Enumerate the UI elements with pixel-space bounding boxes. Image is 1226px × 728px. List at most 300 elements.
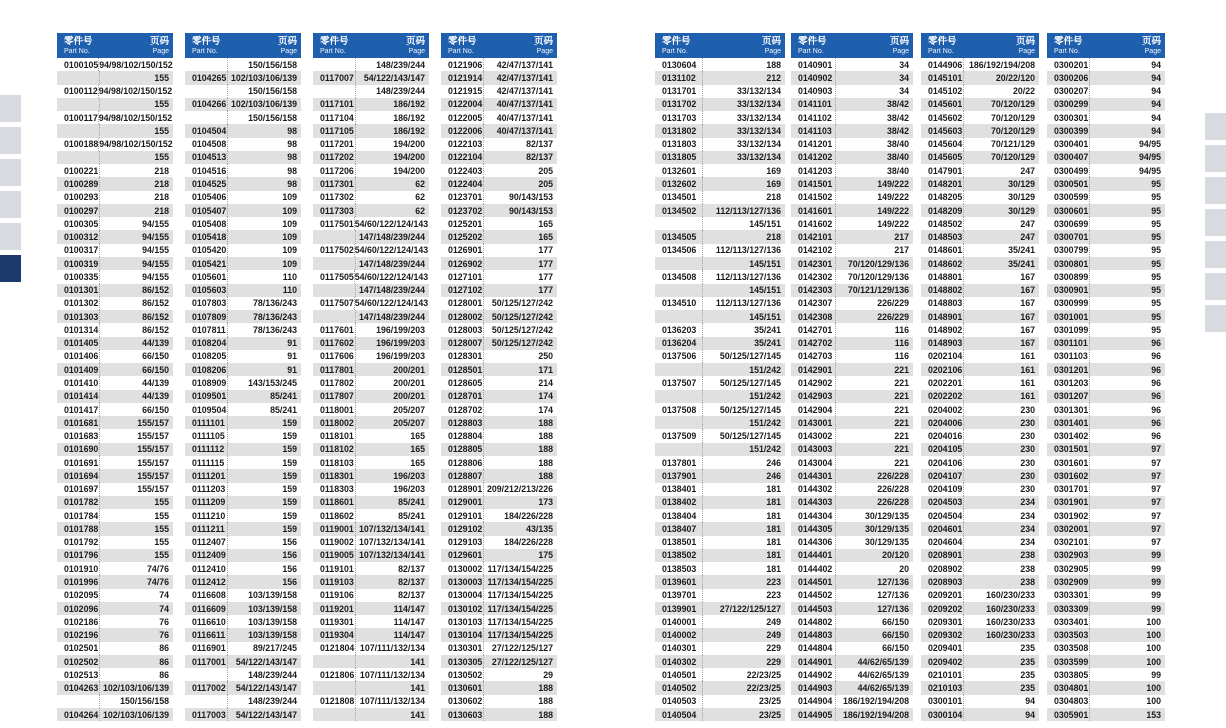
part-no-cell: 0304801 — [1054, 683, 1089, 694]
table-row — [655, 257, 785, 270]
page-cell: 177 — [483, 284, 557, 297]
part-no-cell: 0128501 — [448, 364, 483, 375]
part-no-cell: 0148502 — [928, 218, 963, 229]
page-cell: 94/155 — [99, 270, 173, 283]
part-no-header — [798, 36, 827, 56]
page-cell: 221 — [835, 363, 913, 376]
part-no-cell: 0111210 — [192, 510, 226, 521]
part-no-cell: 0129101 — [448, 510, 483, 521]
page-cell: 95 — [1089, 284, 1165, 297]
table-row — [1047, 628, 1165, 641]
page-cell: 100 — [1089, 695, 1165, 708]
table-row — [791, 323, 913, 336]
part-no-cell: 0117505 — [320, 271, 354, 282]
page-cell: 145/151 — [702, 310, 785, 323]
part-no-cell: 0137508 — [662, 404, 697, 415]
page-cell: 95 — [1089, 230, 1165, 243]
table-row — [441, 575, 557, 588]
column-rows — [441, 58, 557, 721]
page-cell: 109 — [227, 217, 301, 230]
part-no-cell: 0141202 — [798, 152, 833, 163]
part-no-cell: 0143003 — [798, 444, 833, 455]
table-row — [655, 522, 785, 535]
page-cell: 50/125/127/242 — [483, 310, 557, 323]
table-row — [185, 695, 301, 708]
page-cell: 205/207 — [355, 416, 429, 429]
page-cell: 112/113/127/136 — [702, 204, 785, 217]
table-row — [1047, 469, 1165, 482]
part-no-cell: 0131703 — [662, 112, 697, 123]
table-row — [441, 628, 557, 641]
table-row — [57, 390, 173, 403]
part-no-cell: 0301402 — [1054, 431, 1089, 442]
page-cell: 181 — [702, 536, 785, 549]
part-no-cell: 0144803 — [798, 630, 833, 641]
bookmark-tab — [0, 127, 21, 154]
part-no-cell: 0130602 — [448, 696, 483, 707]
page-cell: 246 — [702, 456, 785, 469]
table-row — [1047, 483, 1165, 496]
table-row — [655, 58, 785, 71]
part-no-cell: 0300206 — [1054, 72, 1089, 83]
page-cell: 95 — [1089, 297, 1165, 310]
table-row — [313, 376, 429, 389]
part-no-cell: 0117807 — [320, 391, 354, 402]
table-row — [313, 124, 429, 137]
page-cell: 20 — [835, 562, 913, 575]
table-row — [921, 509, 1039, 522]
table-row — [185, 337, 301, 350]
page-cell: 147/148/239/244 — [355, 257, 429, 270]
part-no-cell — [185, 695, 227, 708]
table-row — [921, 85, 1039, 98]
page-cell: 78/136/243 — [227, 297, 301, 310]
page-cell: 205 — [483, 177, 557, 190]
table-row — [185, 615, 301, 628]
page-cell: 229 — [702, 655, 785, 668]
part-no-cell: 0302905 — [1054, 563, 1089, 574]
part-no-cell: 0140502 — [662, 683, 697, 694]
part-no-cell: 0145601 — [928, 99, 963, 110]
page-cell: 40/47/137/141 — [483, 124, 557, 137]
page-cell: 50/125/127/145 — [702, 376, 785, 389]
table-row — [185, 164, 301, 177]
table-row — [185, 85, 301, 98]
table-row — [441, 98, 557, 111]
table-row — [57, 297, 173, 310]
table-row — [441, 164, 557, 177]
part-no-cell: 0117002 — [192, 683, 226, 694]
page-cell: 96 — [1089, 429, 1165, 442]
part-no-cell: 0302909 — [1054, 576, 1089, 587]
page-cell: 50/125/127/242 — [483, 297, 557, 310]
part-no-cell: 0300901 — [1054, 285, 1089, 296]
table-row — [313, 164, 429, 177]
table-row — [921, 469, 1039, 482]
column-header — [441, 33, 557, 58]
page-header — [278, 36, 297, 56]
page-label-en: Page — [1144, 48, 1161, 55]
page-cell: 167 — [963, 323, 1039, 336]
page-cell: 40/47/137/141 — [483, 111, 557, 124]
table-row — [185, 628, 301, 641]
table-row — [1047, 589, 1165, 602]
table-row — [441, 323, 557, 336]
part-no-cell: 0129103 — [448, 537, 483, 548]
part-no-cell: 0301203 — [1054, 378, 1089, 388]
page-cell: 194/200 — [355, 138, 429, 151]
page-cell: 147/148/239/244 — [355, 230, 429, 243]
table-row — [313, 522, 429, 535]
table-row — [441, 151, 557, 164]
part-no-cell — [313, 257, 355, 270]
page-cell: 174 — [483, 403, 557, 416]
page-cell: 143/153/245 — [227, 376, 301, 389]
table-row — [441, 602, 557, 615]
page-cell: 218 — [99, 191, 173, 204]
part-no-cell: 0104263 — [64, 683, 99, 694]
part-no-cell: 0108206 — [192, 364, 227, 375]
table-row — [57, 549, 173, 562]
page-cell: 159 — [227, 496, 301, 509]
page-cell: 100 — [1089, 615, 1165, 628]
page-cell: 186/192/194/208 — [835, 695, 913, 708]
column-header — [313, 33, 429, 58]
table-row — [921, 230, 1039, 243]
page-cell: 33/132/134 — [702, 124, 785, 137]
table-row — [791, 708, 913, 721]
table-row — [313, 217, 429, 230]
table-row — [921, 416, 1039, 429]
page-cell: 147/148/239/244 — [355, 284, 429, 297]
table-row — [1047, 177, 1165, 190]
table-row — [1047, 124, 1165, 137]
table-row — [655, 496, 785, 509]
table-row — [185, 323, 301, 336]
table-row — [921, 562, 1039, 575]
table-row — [921, 217, 1039, 230]
part-no-cell: 0100297 — [64, 205, 99, 216]
table-row — [655, 297, 785, 310]
table-row — [313, 204, 429, 217]
page-cell: 234 — [963, 509, 1039, 522]
part-no-cell: 0117602 — [320, 338, 354, 349]
page-cell: 223 — [702, 589, 785, 602]
table-row — [791, 655, 913, 668]
table-row — [791, 350, 913, 363]
page-cell: 86/152 — [99, 310, 173, 323]
part-no-cell: 0202201 — [928, 378, 963, 388]
part-no-cell: 0130002 — [448, 563, 483, 574]
part-no-cell: 0144304 — [798, 510, 833, 521]
part-no-cell: 0112407 — [192, 537, 226, 548]
page-cell: 156 — [227, 562, 301, 575]
part-no-cell: 0117104 — [320, 112, 354, 123]
part-no-cell: 0140903 — [798, 86, 833, 97]
page-cell: 209/212/213/226 — [483, 483, 557, 496]
column-rows — [921, 58, 1039, 721]
part-no-cell: 0117507 — [320, 298, 354, 309]
page-cell: 230 — [963, 403, 1039, 416]
page-cell: 160/230/233 — [963, 628, 1039, 641]
part-no-cell: 0210101 — [928, 669, 963, 680]
page-cell: 205 — [483, 164, 557, 177]
table-row — [57, 708, 173, 721]
table-row — [921, 98, 1039, 111]
part-no-cell: 0100319 — [64, 258, 99, 269]
page-cell: 70/121/129 — [963, 138, 1039, 151]
page-cell: 235 — [963, 655, 1039, 668]
part-no-cell: 0128803 — [448, 417, 483, 428]
page-cell: 30/129 — [963, 204, 1039, 217]
part-no-cell: 0142308 — [798, 311, 833, 322]
table-row — [1047, 655, 1165, 668]
page-cell: 150/156/158 — [227, 85, 301, 98]
part-no-cell: 0100188 — [64, 139, 99, 150]
table-row — [921, 403, 1039, 416]
page-cell: 33/132/134 — [702, 85, 785, 98]
part-no-cell: 0130104 — [448, 630, 483, 641]
part-no-label-en: Part No. — [1054, 48, 1080, 55]
table-row — [57, 496, 173, 509]
part-no-cell: 0101410 — [64, 378, 99, 388]
part-no-cell: 0148205 — [928, 192, 963, 203]
page-cell: 218 — [99, 164, 173, 177]
table-row — [791, 456, 913, 469]
page-cell: 44/62/65/139 — [835, 681, 913, 694]
page-cell: 188 — [483, 456, 557, 469]
page-cell: 221 — [835, 416, 913, 429]
table-row — [655, 244, 785, 257]
part-no-cell: 0301201 — [1054, 364, 1089, 375]
page-cell: 218 — [99, 177, 173, 190]
part-no-cell: 0204504 — [928, 510, 963, 521]
part-no-cell: 0142302 — [798, 271, 833, 282]
table-row — [791, 230, 913, 243]
table-row — [313, 681, 429, 694]
part-no-cell: 0101683 — [64, 431, 99, 442]
column-rows — [655, 58, 785, 721]
part-no-cell: 0118002 — [320, 417, 354, 428]
part-no-cell: 0134510 — [662, 298, 697, 309]
page-cell: 117/134/154/225 — [483, 615, 557, 628]
table-row — [791, 681, 913, 694]
page-cell: 186/192/194/208 — [835, 708, 913, 721]
table-row — [185, 363, 301, 376]
page-cell: 109 — [227, 244, 301, 257]
table-row — [313, 111, 429, 124]
part-no-cell: 0118103 — [320, 457, 354, 468]
table-row — [313, 575, 429, 588]
table-row — [1047, 204, 1165, 217]
part-no-cell: 0121804 — [320, 643, 355, 654]
part-no-cell: 0301701 — [1054, 484, 1089, 495]
page-cell: 27/122/125/127 — [483, 655, 557, 668]
page-label-en: Page — [1018, 48, 1035, 55]
index-column — [921, 33, 1039, 721]
page-cell: 174 — [483, 390, 557, 403]
page-cell: 165 — [355, 443, 429, 456]
table-row — [921, 456, 1039, 469]
part-no-cell: 0144402 — [798, 563, 833, 574]
table-row — [57, 323, 173, 336]
page-cell: 94 — [1089, 71, 1165, 84]
page-header — [1142, 36, 1161, 56]
page-cell: 116 — [835, 350, 913, 363]
page-cell: 96 — [1089, 376, 1165, 389]
part-no-cell: 0130604 — [662, 59, 697, 70]
page-cell: 218 — [99, 204, 173, 217]
part-no-cell: 0117801 — [320, 364, 354, 375]
part-no-cell: 0118301 — [320, 470, 354, 481]
page-cell: 86/152 — [99, 284, 173, 297]
table-row — [441, 589, 557, 602]
table-row — [1047, 323, 1165, 336]
page-cell: 186/192 — [355, 124, 429, 137]
part-no-cell: 0130305 — [448, 656, 483, 667]
part-no-cell: 0129601 — [448, 550, 483, 561]
part-no-cell: 0303301 — [1054, 590, 1089, 601]
part-no-cell: 0204106 — [928, 457, 963, 468]
part-no-cell: 0118602 — [320, 510, 354, 521]
page-cell: 221 — [835, 403, 913, 416]
page-cell: 150/156/158 — [99, 695, 173, 708]
part-no-cell: 0105406 — [192, 192, 227, 203]
table-row — [441, 111, 557, 124]
part-no-cell: 0301901 — [1054, 497, 1089, 508]
part-no-cell: 0118102 — [320, 444, 354, 455]
part-no-cell: 0301601 — [1054, 457, 1089, 468]
page-cell: 34 — [835, 58, 913, 71]
part-no-cell: 0301101 — [1054, 338, 1088, 349]
part-no-cell: 0122005 — [448, 112, 483, 123]
table-row — [313, 443, 429, 456]
page-cell: 94/155 — [99, 217, 173, 230]
page-cell: 169 — [702, 164, 785, 177]
page-cell: 160/230/233 — [963, 615, 1039, 628]
part-no-cell: 0128807 — [448, 470, 483, 481]
page-cell: 205/207 — [355, 403, 429, 416]
page-cell: 94 — [963, 695, 1039, 708]
page-cell: 74/76 — [99, 562, 173, 575]
part-no-cell: 0300499 — [1054, 165, 1089, 176]
page-cell: 223 — [702, 575, 785, 588]
index-column — [185, 33, 301, 721]
table-row — [57, 244, 173, 257]
part-no-cell: 0131802 — [662, 125, 697, 136]
table-row — [57, 668, 173, 681]
page-cell: 161 — [963, 363, 1039, 376]
part-no-cell: 0141502 — [798, 192, 833, 203]
page-cell: 156 — [227, 549, 301, 562]
page-cell: 96 — [1089, 337, 1165, 350]
part-no-cell: 0141103 — [798, 125, 832, 136]
table-row — [655, 642, 785, 655]
page-cell: 70/120/129/136 — [835, 257, 913, 270]
page-cell: 97 — [1089, 456, 1165, 469]
part-no-cell: 0144502 — [798, 590, 833, 601]
page-cell: 151/242 — [702, 416, 785, 429]
page-cell: 155/157 — [99, 443, 173, 456]
part-no-cell: 0300104 — [928, 709, 963, 720]
part-no-cell: 0116609 — [192, 603, 226, 614]
table-row — [1047, 509, 1165, 522]
page-cell: 160/230/233 — [963, 589, 1039, 602]
page-header — [406, 36, 425, 56]
page-cell: 226/228 — [835, 469, 913, 482]
page-cell: 33/132/134 — [702, 138, 785, 151]
page-cell: 102/103/106/139 — [227, 98, 301, 111]
page-header — [150, 36, 169, 56]
page-cell: 250 — [483, 350, 557, 363]
page-cell: 23/25 — [702, 695, 785, 708]
page-cell: 156 — [227, 575, 301, 588]
page-cell: 82/137 — [483, 138, 557, 151]
table-row — [441, 204, 557, 217]
part-no-cell: 0302101 — [1054, 537, 1089, 548]
page-cell: 22/23/25 — [702, 681, 785, 694]
part-no-cell: 0137506 — [662, 351, 697, 362]
page-cell: 155 — [99, 71, 173, 84]
page-cell: 94/98/102/150/152 — [98, 58, 176, 71]
part-no-cell: 0209401 — [928, 643, 963, 654]
page-cell: 110 — [227, 270, 301, 283]
page-cell: 42/47/137/141 — [483, 71, 557, 84]
part-no-header — [1054, 36, 1083, 56]
table-row — [1047, 230, 1165, 243]
page-cell: 20/22 — [963, 85, 1039, 98]
part-no-cell: 0121806 — [320, 669, 355, 680]
page-cell: 107/132/134/141 — [355, 522, 429, 535]
page-cell: 194/200 — [355, 164, 429, 177]
page-cell: 148/239/244 — [355, 85, 429, 98]
part-no-cell: 0300799 — [1054, 245, 1089, 256]
page-cell: 30/129/135 — [835, 522, 913, 535]
column-header — [655, 33, 785, 58]
page-cell: 218 — [702, 191, 785, 204]
table-row — [185, 562, 301, 575]
part-no-cell: 0305901 — [1054, 709, 1089, 720]
part-no-cell: 0148602 — [928, 258, 963, 269]
page-cell: 30/129 — [963, 191, 1039, 204]
part-no-cell: 0101409 — [64, 364, 99, 375]
part-no-cell: 0119002 — [320, 537, 354, 548]
table-row — [921, 191, 1039, 204]
table-row — [313, 323, 429, 336]
table-row — [1047, 270, 1165, 283]
table-row — [313, 230, 429, 243]
page-cell: 159 — [227, 416, 301, 429]
table-row — [441, 58, 557, 71]
table-row — [655, 270, 785, 283]
part-no-cell: 0104266 — [192, 99, 227, 110]
table-row — [313, 429, 429, 442]
page-cell: 94/155 — [99, 244, 173, 257]
table-row — [441, 138, 557, 151]
page-cell: 221 — [835, 456, 913, 469]
part-no-label-zh: 零件号 — [1054, 36, 1083, 47]
part-no-label-en: Part No. — [928, 48, 954, 55]
page-cell: 247 — [963, 164, 1039, 177]
table-row — [791, 111, 913, 124]
page-cell: 217 — [835, 230, 913, 243]
part-no-cell: 0141102 — [798, 112, 832, 123]
table-row — [185, 111, 301, 124]
part-no-cell: 0128804 — [448, 431, 483, 442]
page-cell: 148/239/244 — [227, 695, 301, 708]
page-cell: 85/241 — [355, 496, 429, 509]
part-no-cell: 0119005 — [320, 550, 354, 561]
